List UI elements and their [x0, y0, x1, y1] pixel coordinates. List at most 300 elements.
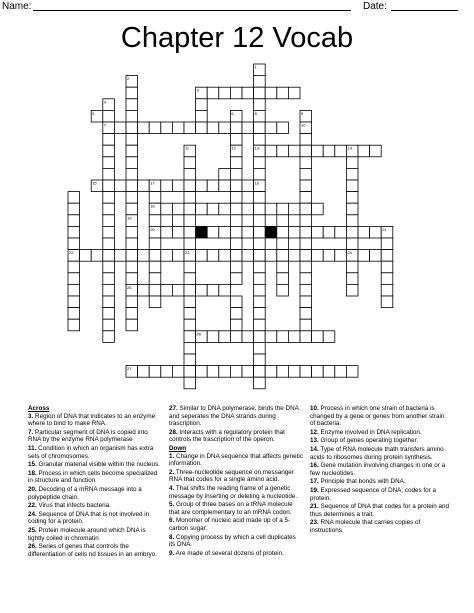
grid-cell[interactable] [335, 226, 347, 238]
grid-cell[interactable] [103, 308, 115, 320]
grid-cell[interactable] [312, 203, 324, 215]
grid-cell[interactable] [219, 366, 231, 378]
grid-cell[interactable] [230, 134, 242, 146]
clue-text: Series of genes that controls the differentiation of cells nd tissues in an embryo. [28, 543, 158, 558]
grid-cell[interactable] [265, 250, 277, 262]
grid-cell[interactable] [346, 238, 358, 250]
grid-cell[interactable] [230, 366, 242, 378]
grid-cell[interactable] [254, 308, 266, 320]
clue-number: 12. [310, 428, 319, 436]
grid-cell[interactable] [312, 250, 324, 262]
cell-number: 25 [127, 284, 132, 290]
grid-cell[interactable] [300, 203, 312, 215]
clue [28, 445, 162, 460]
grid-cell[interactable] [184, 157, 196, 169]
grid-cell[interactable] [254, 331, 266, 343]
grid-cell[interactable] [300, 215, 312, 227]
clue-number: 28. [169, 428, 178, 436]
grid-cell[interactable] [265, 366, 277, 378]
grid-cell[interactable] [230, 168, 242, 180]
grid-cell[interactable] [103, 180, 115, 192]
grid-cell[interactable] [184, 366, 196, 378]
grid-cell[interactable] [381, 261, 393, 273]
grid-cell[interactable] [254, 366, 266, 378]
grid-cell[interactable] [254, 250, 266, 262]
grid-cell[interactable] [219, 203, 231, 215]
grid-cell[interactable] [114, 180, 126, 192]
grid-cell[interactable] [68, 319, 80, 331]
grid-cell[interactable] [161, 226, 173, 238]
grid-cell[interactable] [254, 157, 266, 169]
grid-cell[interactable] [207, 284, 219, 296]
grid-cell[interactable] [103, 134, 115, 146]
grid-cell[interactable] [254, 76, 266, 88]
cell-number: 1 [254, 64, 257, 70]
clue-text: Granular material visible within the nucleus. [36, 461, 160, 469]
grid-cell[interactable] [103, 238, 115, 250]
clue-number: 26. [28, 543, 37, 551]
grid-cell[interactable] [300, 180, 312, 192]
grid-cell[interactable] [184, 273, 196, 285]
grid-cell[interactable] [126, 238, 138, 250]
clue-number: 17. [310, 478, 319, 486]
grid-cell[interactable] [230, 261, 242, 273]
grid-cell[interactable] [126, 134, 138, 146]
grid-cell[interactable] [242, 250, 254, 262]
grid-cell[interactable] [207, 331, 219, 343]
grid-cell[interactable] [288, 226, 300, 238]
grid-cell[interactable] [277, 273, 289, 285]
grid-cell[interactable] [68, 261, 80, 273]
grid-cell[interactable] [335, 366, 347, 378]
grid-cell[interactable] [161, 203, 173, 215]
grid-cell[interactable] [207, 366, 219, 378]
grid-cell[interactable] [103, 192, 115, 204]
grid-cell[interactable] [184, 203, 196, 215]
grid-cell[interactable] [138, 366, 150, 378]
grid-cell[interactable] [149, 284, 161, 296]
grid-cell[interactable] [242, 331, 254, 343]
grid-cell[interactable] [277, 238, 289, 250]
grid-cell[interactable] [277, 284, 289, 296]
grid-cell[interactable] [242, 122, 254, 134]
grid-cell[interactable] [277, 331, 289, 343]
grid-cell[interactable] [300, 319, 312, 331]
grid-cell[interactable] [230, 203, 242, 215]
grid-cell[interactable] [300, 308, 312, 320]
grid-cell[interactable] [288, 331, 300, 343]
grid-cell[interactable] [126, 308, 138, 320]
grid-cell[interactable] [312, 331, 324, 343]
grid-cell[interactable] [312, 366, 324, 378]
grid-cell[interactable] [254, 134, 266, 146]
grid-cell[interactable] [335, 145, 347, 157]
grid-cell[interactable] [346, 180, 358, 192]
grid-cell[interactable] [103, 168, 115, 180]
grid-cell[interactable] [184, 192, 196, 204]
grid-cell[interactable] [346, 261, 358, 273]
grid-cell[interactable] [138, 122, 150, 134]
clues-column-middle [169, 405, 303, 558]
grid-cell[interactable] [161, 250, 173, 262]
grid-cell[interactable] [254, 192, 266, 204]
grid-cell[interactable] [219, 250, 231, 262]
grid-cell[interactable] [161, 122, 173, 134]
grid-cell[interactable] [381, 250, 393, 262]
grid-cell[interactable] [346, 157, 358, 169]
grid-cell[interactable] [68, 215, 80, 227]
grid-cell[interactable] [126, 145, 138, 157]
grid-cell[interactable] [288, 203, 300, 215]
grid-cell[interactable] [230, 273, 242, 285]
grid-cell[interactable] [91, 250, 103, 262]
grid-cell[interactable] [196, 180, 208, 192]
cell-number: 27 [127, 366, 132, 372]
grid-cell[interactable] [103, 331, 115, 343]
clue-text: Type of RNA molecule thath transfers amino acids to ribosomes during protein synthesis. [310, 445, 444, 461]
grid-block [265, 226, 277, 238]
grid-cell[interactable] [126, 226, 138, 238]
grid-cell[interactable] [300, 331, 312, 343]
grid-cell[interactable] [196, 203, 208, 215]
grid-cell[interactable] [358, 250, 370, 262]
grid-cell[interactable] [126, 261, 138, 273]
grid-cell[interactable] [196, 366, 208, 378]
grid-cell[interactable] [207, 226, 219, 238]
cell-number: 17 [150, 180, 155, 186]
grid-cell[interactable] [254, 238, 266, 250]
grid-cell[interactable] [103, 261, 115, 273]
grid-cell[interactable] [126, 296, 138, 308]
clue [310, 478, 450, 486]
grid-cell[interactable] [103, 284, 115, 296]
grid-cell[interactable] [230, 87, 242, 99]
grid-cell[interactable] [381, 273, 393, 285]
grid-cell[interactable] [172, 203, 184, 215]
grid-cell[interactable] [346, 203, 358, 215]
grid-cell[interactable] [103, 145, 115, 157]
grid-cell[interactable] [254, 296, 266, 308]
grid-cell[interactable] [172, 122, 184, 134]
grid-cell[interactable] [196, 284, 208, 296]
grid-cell[interactable] [184, 296, 196, 308]
grid-cell[interactable] [103, 319, 115, 331]
grid-cell[interactable] [358, 145, 370, 157]
grid-cell[interactable] [346, 284, 358, 296]
grid-cell[interactable] [346, 273, 358, 285]
clue [28, 502, 162, 510]
grid-cell[interactable] [230, 215, 242, 227]
grid-cell[interactable] [254, 99, 266, 111]
grid-cell[interactable] [300, 134, 312, 146]
grid-cell[interactable] [196, 122, 208, 134]
grid-cell[interactable] [230, 331, 242, 343]
grid-cell[interactable] [219, 122, 231, 134]
grid-cell[interactable] [300, 296, 312, 308]
clue [310, 446, 450, 461]
clue-number: 20. [28, 485, 37, 493]
grid-cell[interactable] [103, 110, 115, 122]
grid-cell[interactable] [68, 226, 80, 238]
grid-cell[interactable] [254, 342, 266, 354]
grid-cell[interactable] [138, 180, 150, 192]
grid-cell[interactable] [242, 226, 254, 238]
clue-number: 7. [28, 428, 34, 436]
grid-cell[interactable] [103, 203, 115, 215]
grid-cell[interactable] [370, 250, 382, 262]
grid-cell[interactable] [114, 122, 126, 134]
grid-cell[interactable] [184, 261, 196, 273]
grid-cell[interactable] [68, 203, 80, 215]
grid-cell[interactable] [184, 215, 196, 227]
grid-cell[interactable] [207, 250, 219, 262]
grid-cell[interactable] [277, 215, 289, 227]
grid-cell[interactable] [184, 284, 196, 296]
grid-cell[interactable] [381, 284, 393, 296]
grid-cell[interactable] [149, 273, 161, 285]
clue-number: 25. [28, 526, 37, 534]
grid-cell[interactable] [126, 192, 138, 204]
cell-number: 10 [301, 122, 306, 128]
grid-cell[interactable] [230, 319, 242, 331]
grid-cell[interactable] [184, 377, 196, 389]
grid-cell[interactable] [138, 250, 150, 262]
grid-cell[interactable] [242, 203, 254, 215]
grid-cell[interactable] [300, 226, 312, 238]
grid-cell[interactable] [242, 180, 254, 192]
grid-cell[interactable] [184, 331, 196, 343]
grid-cell[interactable] [288, 87, 300, 99]
grid-cell[interactable] [184, 354, 196, 366]
grid-cell[interactable] [254, 284, 266, 296]
grid-cell[interactable] [172, 180, 184, 192]
grid-cell[interactable] [346, 366, 358, 378]
clue-text: That shifts the reading frame of a genetic message by inserting or deleting a nucleotide. [169, 484, 298, 500]
grid-cell[interactable] [149, 366, 161, 378]
grid-cell[interactable] [207, 180, 219, 192]
grid-cell[interactable] [126, 180, 138, 192]
grid-cell[interactable] [126, 110, 138, 122]
grid-cell[interactable] [172, 215, 184, 227]
grid-cell[interactable] [346, 215, 358, 227]
grid-cell[interactable] [138, 284, 150, 296]
cell-number: 15 [92, 180, 97, 186]
grid-cell[interactable] [265, 203, 277, 215]
grid-cell[interactable] [300, 192, 312, 204]
grid-cell[interactable] [184, 308, 196, 320]
cell-number: 12 [231, 145, 236, 151]
grid-cell[interactable] [230, 296, 242, 308]
grid-cell[interactable] [126, 250, 138, 262]
grid-cell[interactable] [265, 331, 277, 343]
grid-cell[interactable] [300, 145, 312, 157]
clue-text: Process in which cells become specialized in structure and function [28, 469, 158, 485]
grid-cell[interactable] [219, 168, 231, 180]
grid-cell[interactable] [242, 87, 254, 99]
cell-number: 7 [103, 122, 107, 128]
grid-cell[interactable] [254, 87, 266, 99]
grid-cell[interactable] [219, 87, 231, 99]
grid-cell[interactable] [230, 180, 242, 192]
grid-cell[interactable] [80, 250, 92, 262]
grid-cell[interactable] [381, 238, 393, 250]
clues-column-right [310, 405, 450, 536]
grid-cell[interactable] [265, 87, 277, 99]
grid-cell[interactable] [254, 273, 266, 285]
grid-cell[interactable] [254, 319, 266, 331]
grid-cell[interactable] [103, 250, 115, 262]
grid-cell[interactable] [68, 192, 80, 204]
grid-cell[interactable] [300, 168, 312, 180]
grid-cell[interactable] [149, 261, 161, 273]
grid-cell[interactable] [370, 145, 382, 157]
grid-cell[interactable] [230, 226, 242, 238]
grid-cell[interactable] [126, 203, 138, 215]
grid-cell[interactable] [265, 145, 277, 157]
grid-cell[interactable] [230, 308, 242, 320]
grid-cell[interactable] [114, 250, 126, 262]
grid-cell[interactable] [68, 273, 80, 285]
grid-cell[interactable] [126, 273, 138, 285]
grid-cell[interactable] [254, 226, 266, 238]
grid-cell[interactable] [300, 261, 312, 273]
cell-number: 5 [92, 110, 95, 116]
grid-cell[interactable] [323, 226, 335, 238]
grid-cell[interactable] [172, 366, 184, 378]
clue-number: 16. [310, 462, 319, 470]
grid-cell[interactable] [68, 284, 80, 296]
grid-cell[interactable] [370, 226, 382, 238]
clue [28, 511, 162, 526]
grid-cell[interactable] [219, 180, 231, 192]
grid-cell[interactable] [254, 168, 266, 180]
grid-cell[interactable] [254, 354, 266, 366]
grid-cell[interactable] [300, 238, 312, 250]
grid-cell[interactable] [254, 377, 266, 389]
grid-cell[interactable] [277, 250, 289, 262]
grid-cell[interactable] [103, 226, 115, 238]
grid-cell[interactable] [230, 238, 242, 250]
grid-cell[interactable] [254, 215, 266, 227]
grid-cell[interactable] [254, 122, 266, 134]
grid-cell[interactable] [184, 122, 196, 134]
grid-cell[interactable] [184, 319, 196, 331]
grid-cell[interactable] [68, 238, 80, 250]
grid-cell[interactable] [219, 226, 231, 238]
grid-cell[interactable] [149, 215, 161, 227]
cell-number: 18 [150, 203, 155, 209]
grid-cell[interactable] [346, 168, 358, 180]
grid-cell[interactable] [207, 122, 219, 134]
clue-text: Copying process by which a cell duplicates its DNA. [169, 533, 296, 549]
grid-cell[interactable] [207, 87, 219, 99]
grid-cell[interactable] [288, 145, 300, 157]
grid-cell[interactable] [277, 145, 289, 157]
grid-cell[interactable] [277, 261, 289, 273]
grid-cell[interactable] [184, 180, 196, 192]
grid-cell[interactable] [126, 99, 138, 111]
grid-cell[interactable] [161, 284, 173, 296]
grid-cell[interactable] [184, 226, 196, 238]
grid-cell[interactable] [381, 296, 393, 308]
grid-cell[interactable] [323, 145, 335, 157]
grid-cell[interactable] [300, 366, 312, 378]
grid-cell[interactable] [335, 250, 347, 262]
grid-cell[interactable] [277, 87, 289, 99]
grid-cell[interactable] [346, 192, 358, 204]
grid-cell[interactable] [219, 284, 231, 296]
grid-cell[interactable] [103, 215, 115, 227]
grid-cell[interactable] [312, 145, 324, 157]
grid-cell[interactable] [184, 342, 196, 354]
grid-cell[interactable] [254, 261, 266, 273]
grid-cell[interactable] [312, 226, 324, 238]
clue-text: Monomer of nucleic acid made up of a 5-carbon sugar. [169, 517, 291, 532]
grid-cell[interactable] [254, 203, 266, 215]
grid-cell[interactable] [184, 168, 196, 180]
grid-cell[interactable] [300, 250, 312, 262]
grid-cell[interactable] [126, 157, 138, 169]
grid-cell[interactable] [149, 192, 161, 204]
grid-cell[interactable] [68, 296, 80, 308]
grid-cell[interactable] [103, 273, 115, 285]
grid-cell[interactable] [300, 157, 312, 169]
grid-cell[interactable] [68, 308, 80, 320]
grid-cell[interactable] [323, 331, 335, 343]
grid-cell[interactable] [346, 226, 358, 238]
grid-cell[interactable] [242, 366, 254, 378]
grid-cell[interactable] [300, 284, 312, 296]
grid-cell[interactable] [149, 238, 161, 250]
grid-cell[interactable] [103, 157, 115, 169]
grid-cell[interactable] [277, 122, 289, 134]
grid-cell[interactable] [172, 226, 184, 238]
grid-cell[interactable] [300, 273, 312, 285]
grid-cell[interactable] [161, 180, 173, 192]
grid-cell[interactable] [277, 366, 289, 378]
grid-cell[interactable] [149, 122, 161, 134]
grid-cell[interactable] [207, 203, 219, 215]
grid-cell[interactable] [323, 366, 335, 378]
grid-cell[interactable] [219, 331, 231, 343]
grid-cell[interactable] [277, 226, 289, 238]
grid-cell[interactable] [172, 284, 184, 296]
grid-cell[interactable] [323, 250, 335, 262]
grid-cell[interactable] [288, 366, 300, 378]
grid-cell[interactable] [149, 250, 161, 262]
grid-cell[interactable] [126, 87, 138, 99]
grid-cell[interactable] [126, 168, 138, 180]
grid-cell[interactable] [149, 296, 161, 308]
grid-cell[interactable] [288, 250, 300, 262]
grid-cell[interactable] [277, 203, 289, 215]
grid-cell[interactable] [230, 192, 242, 204]
grid-cell[interactable] [196, 110, 208, 122]
grid-cell[interactable] [230, 157, 242, 169]
grid-cell[interactable] [230, 122, 242, 134]
grid-cell[interactable] [358, 226, 370, 238]
grid-cell[interactable] [230, 250, 242, 262]
grid-cell[interactable] [196, 99, 208, 111]
grid-cell[interactable] [103, 296, 115, 308]
grid-cell[interactable] [265, 122, 277, 134]
grid-cell[interactable] [161, 366, 173, 378]
grid-cell[interactable] [172, 250, 184, 262]
grid-cell[interactable] [126, 319, 138, 331]
grid-cell[interactable] [126, 122, 138, 134]
grid-cell[interactable] [196, 250, 208, 262]
grid-cell[interactable] [184, 238, 196, 250]
